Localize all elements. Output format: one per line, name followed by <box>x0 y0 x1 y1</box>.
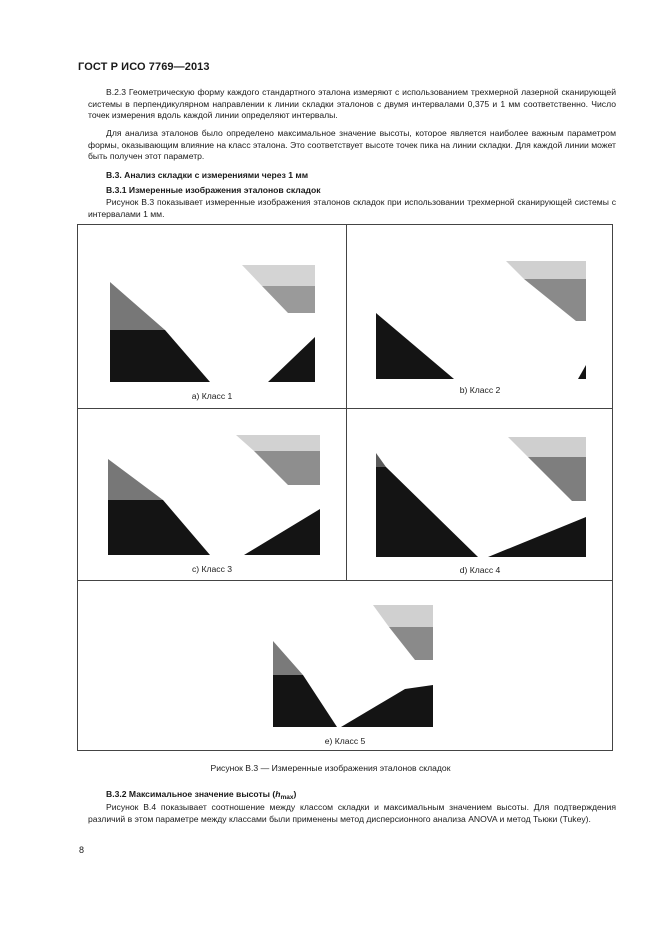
panel-b-image <box>376 261 586 383</box>
panel-e-label: e) Класс 5 <box>324 736 366 746</box>
panel-a-label: a) Класс 1 <box>191 391 233 401</box>
heading-b3: В.3. Анализ складки с измерениями через 1 мм <box>106 170 309 180</box>
figure-frame <box>77 224 613 751</box>
panel-c-image <box>108 435 320 559</box>
document-header: ГОСТ Р ИСО 7769—2013 <box>78 61 210 73</box>
figure-divider-vertical <box>346 225 347 581</box>
panel-c-label: c) Класс 3 <box>191 564 233 574</box>
page-number: 8 <box>79 845 85 855</box>
paragraph-b23: В.2.3 Геометрическую форму каждого стандартного эталона измеряют с использованием трехмерной лазерной сканирующей системы в перпендикулярном направлении к линии складки эталонов с двумя интервалами 0,375 и 1 мм соответственно. Число точек измерения вдоль каждой линии определяют интервалы. <box>88 87 616 121</box>
paragraph-b32: Рисунок В.4 показывает соотношение между классом складки и максимальным значением высоты. Для подтверждения различий в этом параметре между классами были применены метод дисперсионного анализа ANOVA и метод Тьюки (Tukey). <box>88 802 616 824</box>
figure-caption: Рисунок В.3 — Измеренные изображения эталонов складок <box>210 763 451 773</box>
panel-d-label: d) Класс 4 <box>459 565 501 575</box>
panel-b-label: b) Класс 2 <box>459 385 501 395</box>
figure-divider-row1 <box>78 408 612 409</box>
panel-d-image <box>376 437 586 559</box>
heading-b32-var: h <box>275 789 281 799</box>
panel-e-image <box>273 605 433 729</box>
figure-divider-row2 <box>78 580 612 581</box>
heading-b32-sub: max <box>280 794 294 801</box>
heading-b32-main: В.3.2 Максимальное значение высоты ( <box>106 789 276 799</box>
panel-a-image <box>110 265 320 383</box>
paragraph-analysis: Для анализа эталонов было определено максимальное значение высоты, которое является наиболее важным параметром формы, оказывающим влияние на класс эталона. Это соответствует высоте точек пика на линии складки. Для каждой линии может быть получен этот параметр. <box>88 128 616 162</box>
heading-b31: В.3.1 Измеренные изображения эталонов складок <box>106 185 321 195</box>
paragraph-figure-ref: Рисунок В.3 показывает измеренные изображения эталонов складок при использовании трехмерной сканирующей системы с интервалами 1 мм. <box>88 197 616 219</box>
heading-b32-end: ) <box>293 789 297 799</box>
